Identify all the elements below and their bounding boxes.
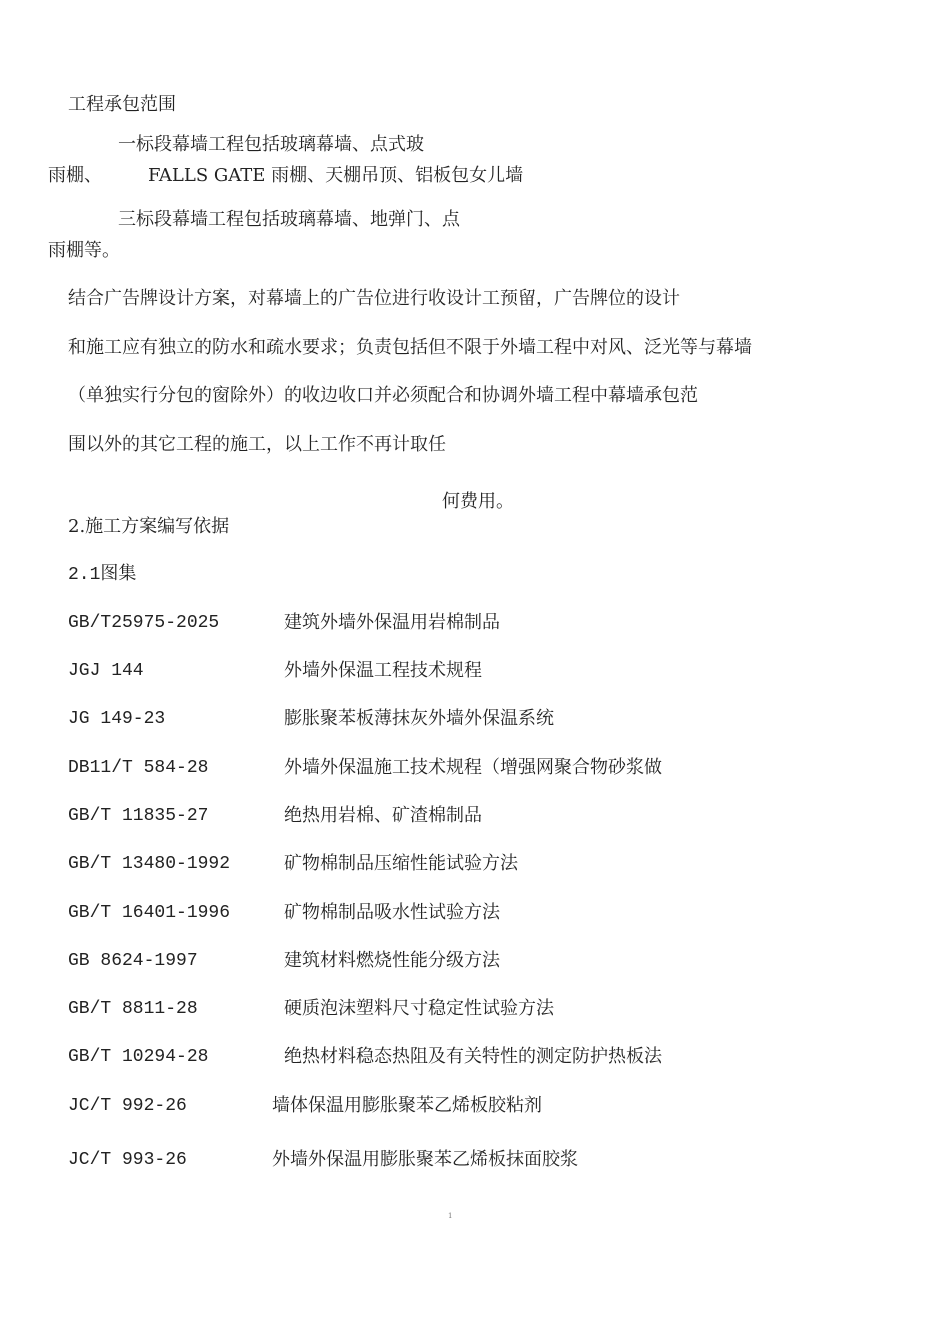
standard-code: GB/T25975-2025 xyxy=(68,613,220,633)
standard-name: 外墙外保温用膨胀聚苯乙烯板抹面胶浆 xyxy=(272,1149,578,1170)
standard-code: JC/T 993-26 xyxy=(68,1150,187,1170)
paragraph-line-1: 结合广告牌设计方案，对幕墙上的广告位进行收设计工预留，广告牌位的设计 xyxy=(68,288,680,309)
standard-name: 外墙外保温工程技术规程 xyxy=(284,660,482,681)
standard-name: 建筑材料燃烧性能分级方法 xyxy=(284,950,500,971)
paragraph-tail: 何费用。 xyxy=(442,491,514,512)
standard-name: 矿物棉制品吸水性试验方法 xyxy=(284,902,500,923)
scope-line-1: 一标段幕墙工程包括玻璃幕墙、点式玻 xyxy=(118,134,424,155)
scope-line-5: 雨棚等。 xyxy=(48,240,120,261)
paragraph-line-4: 围以外的其它工程的施工，以上工作不再计取任 xyxy=(68,434,446,455)
standard-name: 建筑外墙外保温用岩棉制品 xyxy=(284,612,500,633)
standard-code: GB/T 13480-1992 xyxy=(68,854,231,874)
section-title-basis: 2.施工方案编写依据 xyxy=(68,516,230,537)
paragraph-line-2: 和施工应有独立的防水和疏水要求；负责包括但不限于外墙工程中对风、泛光等与幕墙 xyxy=(68,337,752,358)
standard-name: 膨胀聚苯板薄抹灰外墙外保温系统 xyxy=(284,708,554,729)
standard-code: GB/T 16401-1996 xyxy=(68,903,231,923)
standard-code: GB/T 8811-28 xyxy=(68,999,198,1019)
standard-name: 绝热用岩棉、矿渣棉制品 xyxy=(284,805,482,826)
scope-line-2: 雨棚、 xyxy=(48,165,102,186)
scope-line-4: 三标段幕墙工程包括玻璃幕墙、地弹门、点 xyxy=(118,209,460,230)
standard-name: 墙体保温用膨胀聚苯乙烯板胶粘剂 xyxy=(272,1095,542,1116)
standard-code: JGJ 144 xyxy=(68,661,144,681)
page-number: 1 xyxy=(448,1212,453,1220)
standard-code: JG 149-23 xyxy=(68,709,166,729)
scope-line-3: FALLS GATE 雨棚、天棚吊顶、铝板包女儿墙 xyxy=(148,165,524,186)
standard-code: JC/T 992-26 xyxy=(68,1096,187,1116)
standard-code: GB 8624-1997 xyxy=(68,951,198,971)
standard-name: 矿物棉制品压缩性能试验方法 xyxy=(284,853,518,874)
standard-name: 外墙外保温施工技术规程（增强网聚合物砂浆做 xyxy=(284,757,662,778)
standard-code: DB11/T 584-28 xyxy=(68,758,209,778)
standard-name: 硬质泡沫塑料尺寸稳定性试验方法 xyxy=(284,998,554,1019)
standard-code: GB/T 11835-27 xyxy=(68,806,209,826)
section-title-scope: 工程承包范围 xyxy=(68,94,176,115)
paragraph-line-3: （单独实行分包的窗除外）的收边收口并必须配合和协调外墙工程中幕墙承包范 xyxy=(68,385,698,406)
standard-code: GB/T 10294-28 xyxy=(68,1047,209,1067)
subsection-title-atlas: 2.1图集 xyxy=(68,565,137,585)
standard-name: 绝热材料稳态热阻及有关特性的测定防护热板法 xyxy=(284,1046,662,1067)
